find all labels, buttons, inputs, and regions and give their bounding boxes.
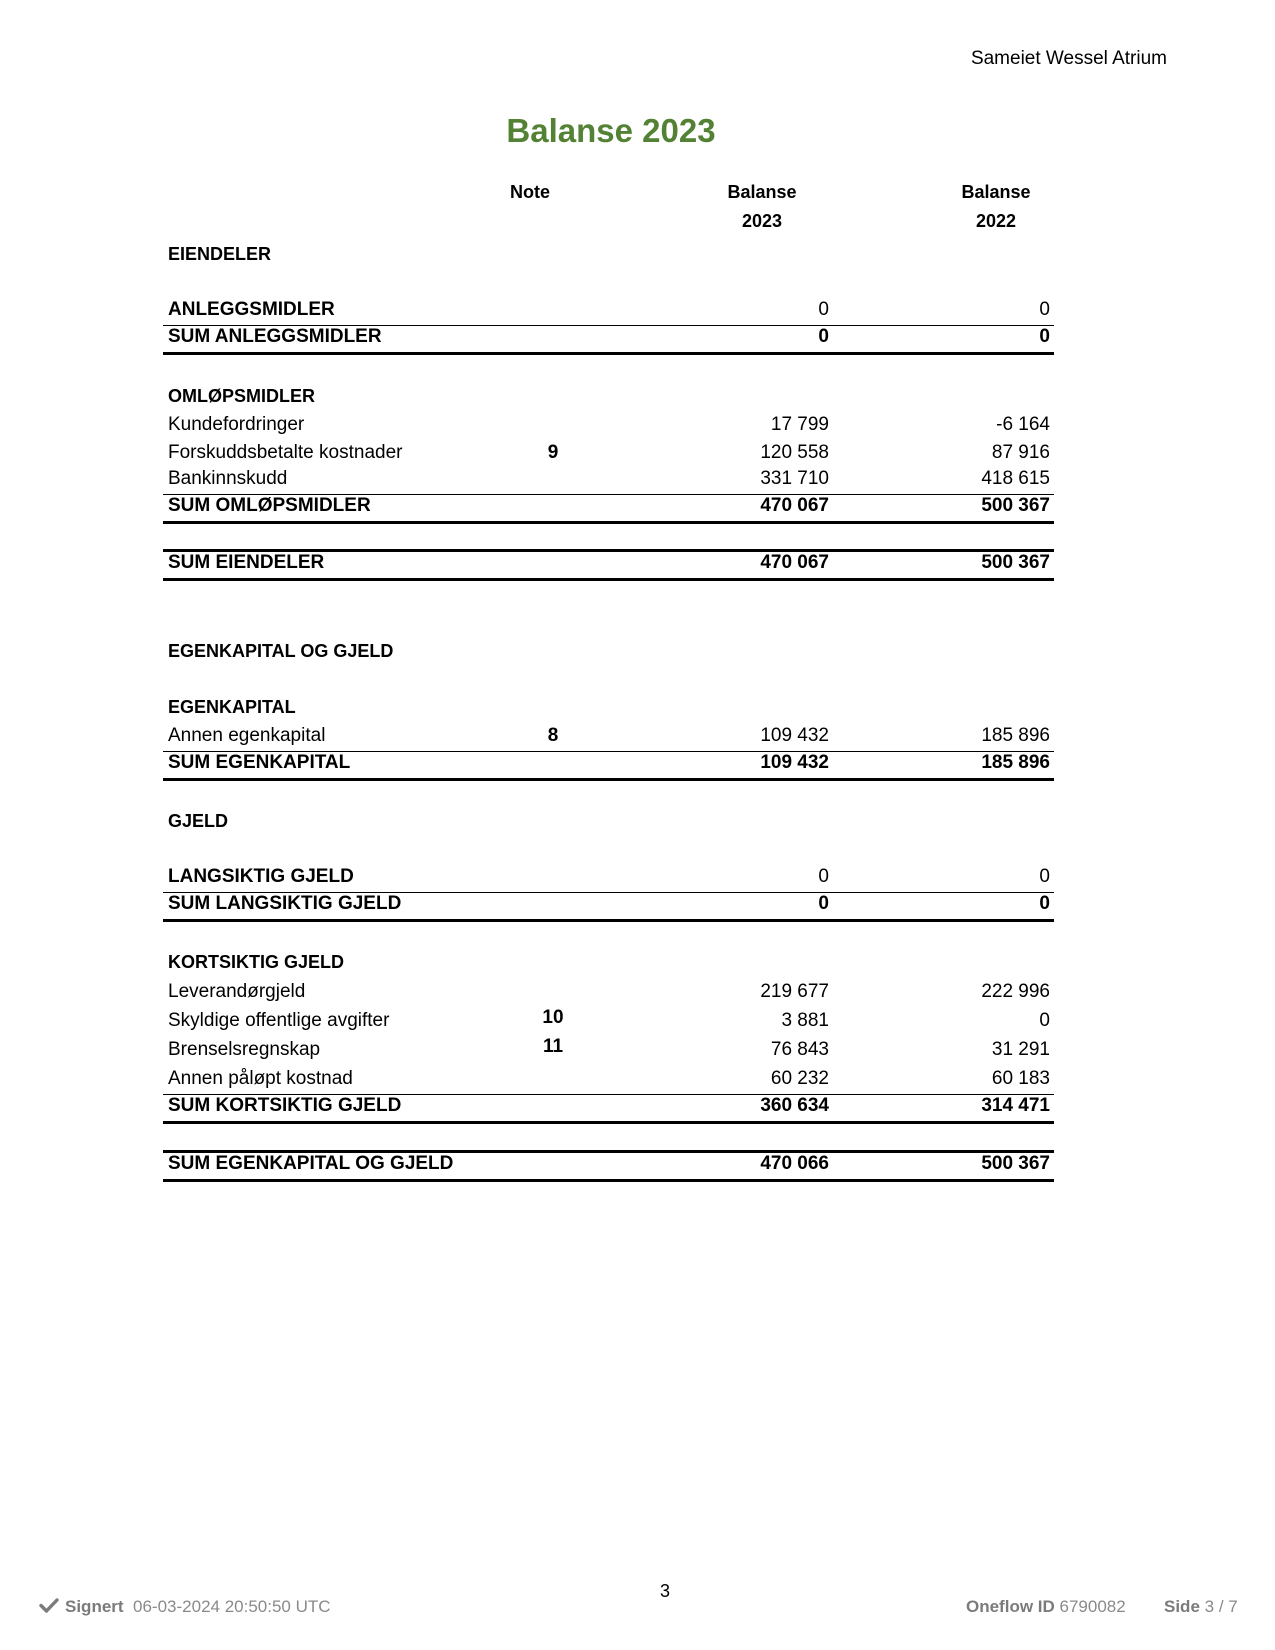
check-icon [39,1597,59,1618]
col-2022-header-line2: 2022 [975,211,1017,231]
table-row-anleggsmidler [163,299,1054,325]
row-label: Brenselsregnskap [168,1039,321,1060]
value-2023: 17 799 [770,414,829,435]
value-2022: 87 916 [991,442,1050,463]
value-2023: 0 [818,299,829,320]
signed-timestamp: 06-03-2024 20:50:50 UTC [133,1597,331,1616]
value-2022: 31 291 [991,1039,1050,1060]
note-reference: 9 [547,442,559,463]
col-2023-header-line2: 2023 [741,211,783,231]
table-row-sum-kortsiktig-gjeld [163,1094,1054,1124]
oneflow-id [966,1597,1126,1617]
value-2022: 60 183 [991,1068,1050,1089]
value-2023: 0 [818,893,829,914]
table-row-forskuddsbetalte-kostnader [163,442,1054,468]
row-label: SUM LANGSIKTIG GJELD [168,893,402,914]
value-2023: 109 432 [760,725,829,746]
row-label: Annen påløpt kostnad [168,1068,353,1089]
value-2022: 0 [1039,866,1050,887]
value-2023: 470 067 [760,495,829,516]
value-2022: -6 164 [996,414,1050,435]
note-column-header: Note [510,182,550,202]
value-2022: 0 [1039,326,1050,347]
note-reference: 10 [542,1007,564,1028]
oneflow-label: Oneflow ID [966,1597,1055,1616]
page-indicator [1164,1597,1238,1617]
table-row-annen-egenkapital [163,725,1054,751]
table-row-annen-palopt-kostnad [163,1068,1054,1094]
row-label: SUM EGENKAPITAL OG GJELD [168,1153,454,1174]
table-row-brenselsregnskap [163,1036,1054,1065]
table-row-leverandorgjeld [163,981,1054,1007]
table-row-skyldige-offentlige-avgifter [163,1007,1054,1036]
organization-name: Sameiet Wessel Atrium [970,48,1167,69]
value-2022: 500 367 [981,552,1050,573]
table-row-sum-egenkapital-og-gjeld [163,1150,1054,1182]
value-2023: 60 232 [770,1068,829,1089]
section-heading-egenkapital: EGENKAPITAL [168,697,296,717]
table-row-sum-omlopsmidler [163,494,1054,524]
oneflow-id-value: 6790082 [1059,1597,1126,1616]
signed-label: Signert [65,1597,124,1616]
col-2022-header-line1: Balanse [961,182,1031,202]
value-2022: 418 615 [981,468,1050,489]
value-2022: 222 996 [981,981,1050,1002]
row-label: SUM ANLEGGSMIDLER [168,326,382,347]
row-label: SUM EIENDELER [168,552,325,573]
section-heading-eiendeler: EIENDELER [168,244,272,264]
row-label: SUM OMLØPSMIDLER [168,495,371,516]
value-2023: 3 881 [781,1010,829,1031]
page-number: 3 [659,1581,670,1601]
table-row-sum-egenkapital [163,751,1054,781]
value-2022: 0 [1039,1010,1050,1031]
col-2023-header [712,178,812,236]
table-row-sum-langsiktig-gjeld [163,892,1054,922]
value-2023: 109 432 [760,752,829,773]
row-label: Bankinnskudd [168,468,288,489]
value-2023: 0 [818,326,829,347]
note-reference: 11 [542,1036,564,1057]
value-2023: 120 558 [760,442,829,463]
section-heading-egenkapital-og-gjeld: EGENKAPITAL OG GJELD [168,641,394,661]
row-label: LANGSIKTIG GJELD [168,866,354,887]
value-2023: 470 067 [760,552,829,573]
section-heading-kortsiktig-gjeld: KORTSIKTIG GJELD [168,952,345,972]
row-label: ANLEGGSMIDLER [168,299,335,320]
table-row-kundefordringer [163,414,1054,440]
value-2023: 360 634 [760,1095,829,1116]
table-row-sum-eiendeler [163,549,1054,581]
value-2022: 185 896 [981,725,1050,746]
table-row-sum-anleggsmidler [163,325,1054,355]
row-label: Kundefordringer [168,414,305,435]
side-value: 3 / 7 [1204,1597,1238,1616]
value-2023: 0 [818,866,829,887]
page-title: Balanse 2023 [506,112,716,149]
value-2023: 470 066 [760,1153,829,1174]
col-2023-header-line1: Balanse [727,182,797,202]
row-label: Skyldige offentlige avgifter [168,1010,390,1031]
value-2023: 76 843 [770,1039,829,1060]
signed-status [39,1597,331,1618]
table-row-bankinnskudd [163,468,1054,494]
value-2022: 500 367 [981,495,1050,516]
row-label: Annen egenkapital [168,725,326,746]
value-2022: 500 367 [981,1153,1050,1174]
value-2023: 331 710 [760,468,829,489]
row-label: Leverandørgjeld [168,981,306,1002]
row-label: SUM KORTSIKTIG GJELD [168,1095,402,1116]
value-2022: 0 [1039,299,1050,320]
value-2023: 219 677 [760,981,829,1002]
row-label: Forskuddsbetalte kostnader [168,442,403,463]
table-row-langsiktig-gjeld [163,866,1054,892]
value-2022: 185 896 [981,752,1050,773]
side-label: Side [1164,1597,1200,1616]
value-2022: 314 471 [981,1095,1050,1116]
note-reference: 8 [547,725,559,746]
col-2022-header [946,178,1046,236]
section-heading-gjeld: GJELD [168,811,229,831]
row-label: SUM EGENKAPITAL [168,752,351,773]
value-2022: 0 [1039,893,1050,914]
section-heading-omlopsmidler: OMLØPSMIDLER [168,386,315,406]
